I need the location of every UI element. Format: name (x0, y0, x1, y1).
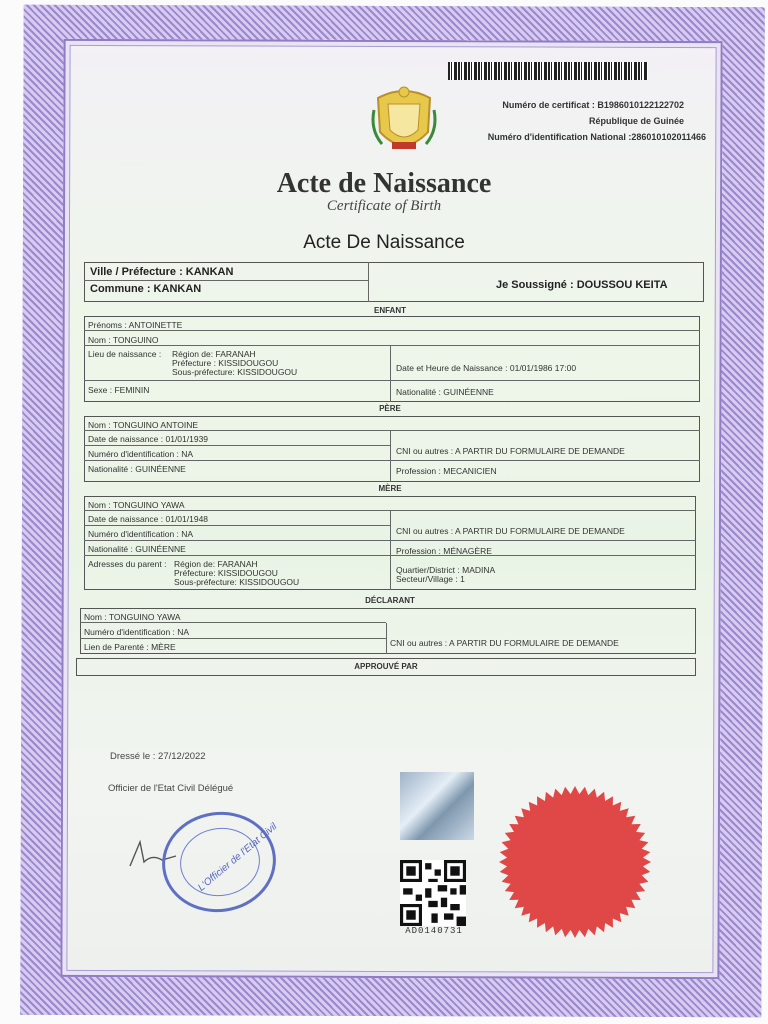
coat-of-arms-icon (368, 80, 440, 166)
mere-adresse-prefecture: Préfecture: KISSIDOUGOU (174, 568, 278, 578)
document-subtitle: Certificate of Birth (326, 198, 442, 214)
declarant-cni: CNI ou autres : A PARTIR DU FORMULAIRE DE DEMANDE (390, 638, 619, 648)
section-mere-heading: MÈRE (378, 484, 402, 493)
pere-nom: Nom : TONGUINO ANTOINE (88, 420, 199, 430)
enfant-nom: Nom : TONGUINO (88, 335, 159, 345)
pere-cni: CNI ou autres : A PARTIR DU FORMULAIRE DE DEMANDE (396, 446, 625, 456)
enfant-lieu-label: Lieu de naissance : (88, 349, 162, 359)
commune-field: Commune : KANKAN (90, 283, 202, 295)
mere-adresse-label: Adresses du parent : (88, 559, 167, 569)
enfant-lieu-sous-prefecture: Sous-préfecture: KISSIDOUGOU (172, 367, 298, 377)
document-title: Acte de Naissance (276, 168, 492, 199)
date-issued: Dressé le : 27/12/2022 (110, 751, 206, 762)
red-seal-icon (495, 785, 655, 940)
barcode (448, 62, 648, 80)
enfant-date-heure: Date et Heure de Naissance : 01/01/1986 17:00 (396, 363, 577, 373)
mere-quartier: Quartier/District : MADINA (396, 565, 496, 575)
enfant-lieu-prefecture: Préfecture : KISSIDOUGOU (172, 358, 279, 368)
national-id: Numéro d'identification National :286010102011466 (487, 132, 706, 142)
enfant-prenoms: Prénoms : ANTOINETTE (88, 320, 183, 330)
mere-nationalite: Nationalité : GUINÉENNE (88, 544, 186, 554)
declarant-num-id: Numéro d'identification : NA (84, 627, 190, 637)
enfant-nationalite: Nationalité : GUINÉENNE (396, 387, 494, 397)
enfant-sexe: Sexe : FEMININ (88, 385, 150, 395)
mere-num-id: Numéro d'identification : NA (88, 529, 194, 539)
ville-field: Ville / Préfecture : KANKAN (90, 266, 234, 278)
declarant-nom: Nom : TONGUINO YAWA (84, 612, 181, 622)
pere-num-id: Numéro d'identification : NA (88, 449, 194, 459)
pere-date-naissance: Date de naissance : 01/01/1939 (88, 434, 209, 444)
pere-nationalite: Nationalité : GUINÉENNE (88, 464, 186, 474)
section-approuve-heading: APPROUVÉ PAR (354, 662, 418, 671)
qr-code-icon (400, 860, 466, 926)
country-name: République de Guinée (588, 116, 684, 126)
certificate-number: Numéro de certificat : B1986010122122702 (502, 100, 684, 110)
pere-profession: Profession : MECANICIEN (396, 466, 497, 476)
officer-title: Officier de l'Etat Civil Délégué (108, 783, 234, 794)
mere-date-naissance: Date de naissance : 01/01/1948 (88, 514, 209, 524)
declarant-lien: Lien de Parenté : MÈRE (84, 642, 176, 652)
mere-secteur: Secteur/Village : 1 (396, 574, 465, 584)
mere-nom: Nom : TONGUINO YAWA (88, 500, 185, 510)
form-title: Acte De Naissance (303, 232, 465, 253)
mere-cni: CNI ou autres : A PARTIR DU FORMULAIRE DE DEMANDE (396, 526, 625, 536)
section-declarant-heading: DÉCLARANT (365, 596, 415, 605)
hologram-icon (400, 772, 474, 840)
soussigne-field: Je Soussigné : DOUSSOU KEITA (496, 279, 668, 291)
official-stamp-text: L'Officier de l'Etat Civil (196, 821, 280, 894)
mere-adresse-region: Région de: FARANAH (174, 559, 258, 569)
qr-code-id: AD0140731 (405, 926, 463, 936)
mere-adresse-sous-prefecture: Sous-préfecture: KISSIDOUGOU (174, 577, 300, 587)
enfant-lieu-region: Région de: FARANAH (172, 349, 256, 359)
section-pere-heading: PÈRE (379, 404, 401, 413)
mere-profession: Profession : MÉNAGÈRE (396, 546, 492, 556)
section-enfant-heading: ENFANT (374, 306, 406, 315)
